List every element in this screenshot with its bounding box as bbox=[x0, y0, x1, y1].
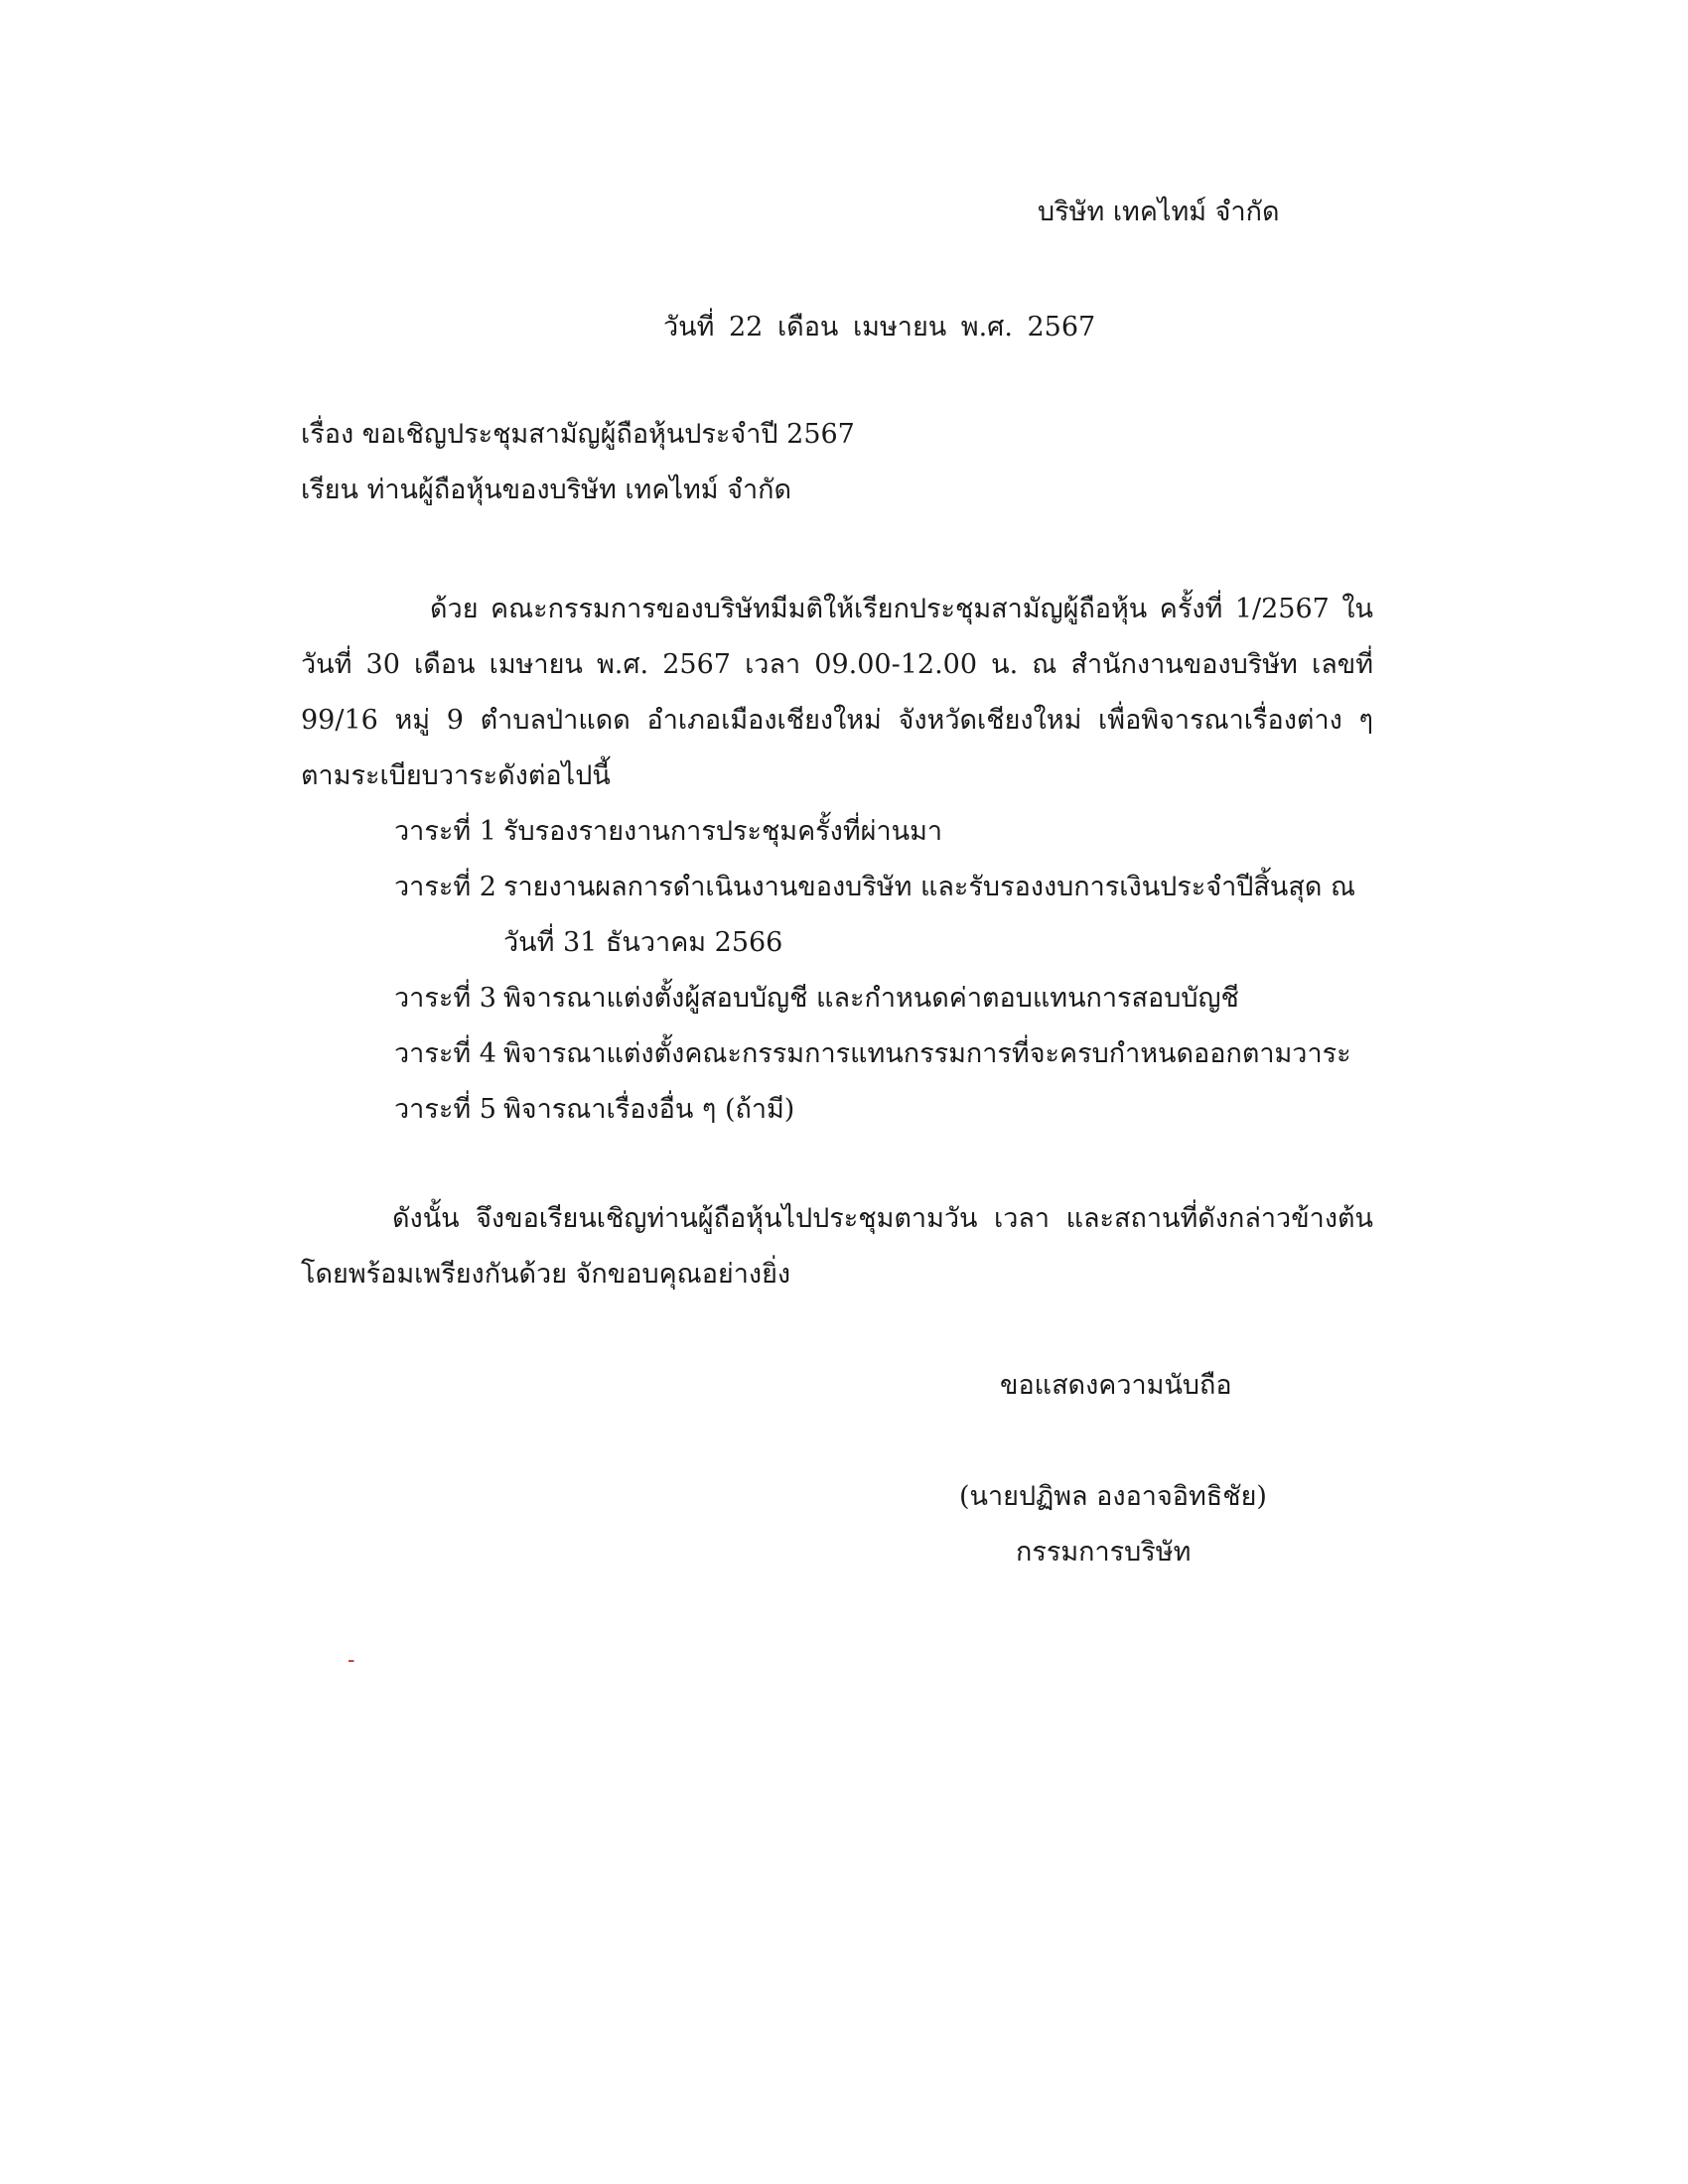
agenda-item-4 bbox=[394, 1026, 1377, 1082]
signer-name: (นายปฏิพล องอาจอิทธิชัย) bbox=[959, 1481, 1267, 1512]
complimentary-close: ขอแสดงความนับถือ bbox=[1000, 1370, 1232, 1401]
agenda-number: วาระที่ 4 bbox=[394, 1038, 496, 1069]
agenda-item-5 bbox=[394, 1082, 1377, 1138]
agenda-text: พิจารณาแต่งตั้งผู้สอบบัญชี และกำหนดค่าตอบแทนการสอบบัญชี bbox=[503, 983, 1239, 1014]
agenda-text: พิจารณาเรื่องอื่น ๆ (ถ้ามี) bbox=[503, 1094, 795, 1125]
stray-red-mark: - bbox=[348, 1648, 355, 1673]
letter-date: วันที่ 22 เดือน เมษายน พ.ศ. 2567 bbox=[663, 312, 1096, 342]
agenda-number: วาระที่ 5 bbox=[394, 1094, 496, 1125]
agenda-text: รับรองรายงานการประชุมครั้งที่ผ่านมา bbox=[503, 816, 943, 847]
closing-paragraph: ดังนั้น จึงขอเรียนเชิญท่านผู้ถือหุ้นไปประชุมตามวัน เวลา และสถานที่ดังกล่าวข้างต้นโดยพร้อมเพรียงกันด้วย จักขอบคุณอย่างยิ่ง bbox=[301, 1203, 1373, 1290]
intro-paragraph: ด้วย คณะกรรมการของบริษัทมีมติให้เรียกประชุมสามัญผู้ถือหุ้น ครั้งที่ 1/2567 ในวันที่ 30 เดือน เมษายน พ.ศ. 2567 เวลา 09.00-12.00 น. ณ สำนักงานของบริษัท เลขที่ 99/16 หมู่ 9 ตำบลป่าแดด อำเภอเมืองเชียงใหม่ จังหวัดเชียงใหม่ เพื่อพิจารณาเรื่องต่าง ๆ ตามระเบียบวาระดังต่อไปนี้ bbox=[301, 594, 1373, 791]
agenda-text: พิจารณาแต่งตั้งคณะกรรมการแทนกรรมการที่จะครบกำหนดออกตามวาระ bbox=[503, 1038, 1351, 1069]
subject-line: เรื่อง ขอเชิญประชุมสามัญผู้ถือหุ้นประจำปี 2567 bbox=[301, 419, 855, 450]
company-name: บริษัท เทคไทม์ จำกัด bbox=[1038, 197, 1280, 227]
addressee-line: เรียน ท่านผู้ถือหุ้นของบริษัท เทคไทม์ จำกัด bbox=[301, 475, 792, 505]
agenda-item-3 bbox=[394, 971, 1377, 1026]
agenda-list bbox=[394, 804, 1377, 1138]
agenda-text: รายงานผลการดำเนินงานของบริษัท และรับรองงบการเงินประจำปีสิ้นสุด ณ วันที่ 31 ธันวาคม 2566 bbox=[503, 872, 1356, 958]
signer-title: กรรมการบริษัท bbox=[1016, 1537, 1192, 1568]
agenda-number: วาระที่ 2 bbox=[394, 872, 496, 902]
agenda-number: วาระที่ 3 bbox=[394, 983, 496, 1014]
agenda-item-1 bbox=[394, 804, 1377, 860]
agenda-number: วาระที่ 1 bbox=[394, 816, 496, 847]
agenda-item-2 bbox=[394, 860, 1377, 971]
